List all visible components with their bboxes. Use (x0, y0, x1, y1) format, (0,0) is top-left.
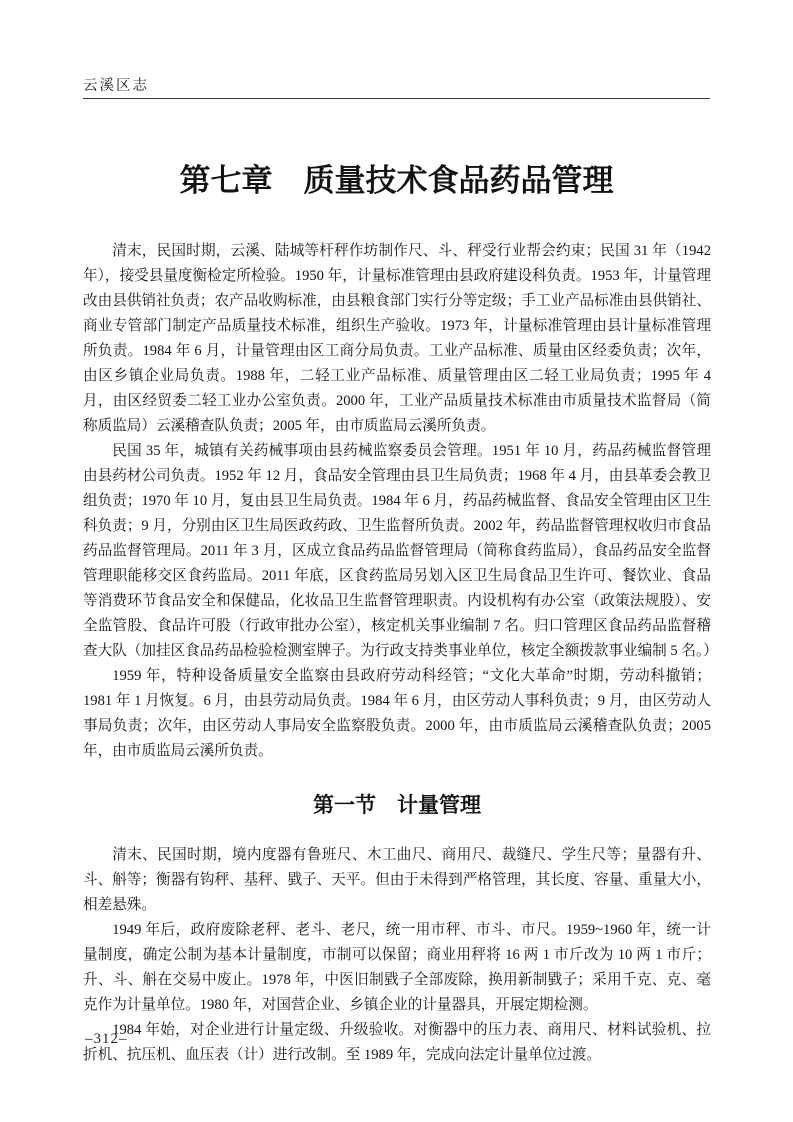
page-number: –312– (85, 1031, 128, 1047)
intro-paragraph-1: 清末，民国时期，云溪、陆城等杆秤作坊制作尺、斗、秤受行业帮会约束；民国 31 年（1942 年），接受县量度衡检定所检验。1950 年，计量标准管理由县政府建设科负责。1953 年，计量管理改由县供销社负责；农产品收购标准，由县粮食部门实行分等定级；手工业产品标准由县供销社、商业专管部门制定产品质量技术标准，组织生产验收。1973 年，计量标准管理由县计量标准管理所负责。1984 年 6 月，计量管理由区工商分局负责。工业产品标准、质量由区经委负责；次年，由区乡镇企业局负责。1988 年，二轻工业产品标准、质量管理由区二轻工业局负责；1995 年 4 月，由区经贸委二轻工业办公室负责。2000 年，工业产品质量技术标准由市质量技术监督局（简称质监局）云溪稽查队负责；2005 年，由市质监局云溪所负责。 (83, 243, 711, 434)
chapter-title: 第七章 质量技术食品药品管理 (179, 163, 614, 198)
section-paragraph-1: 清末、民国时期，境内度器有鲁班尺、木工曲尺、商用尺、裁缝尺、学生尺等；量器有升、斗、斛等；衡器有钩秤、基秤、戥子、天平。但由于未得到严格管理，其长度、容量、重量大小，相差悬殊。 (83, 847, 711, 914)
page-content (83, 239, 718, 1068)
section-paragraph-3: 1984 年始，对企业进行计量定级、升级验收。对衡器中的压力表、商用尺、材料试验机、拉折机、抗压机、血压表（计）进行改制。至 1989 年，完成向法定计量单位过渡。 (83, 1022, 711, 1064)
running-header: 云溪区志 (83, 78, 149, 94)
header-rule (83, 98, 710, 99)
intro-paragraph-2: 民国 35 年，城镇有关药械事项由县药械监察委员会管理。1951 年 10 月，药品药械监督管理由县药材公司负责。1952 年 12 月，食品安全管理由县卫生局负责；1968 年 4 月，由县革委会教卫组负责；1970 年 10 月，复由县卫生局负责。1984 年 6 月，药品药械监督、食品安全管理由区卫生科负责；9 月，分别由区卫生局医政药政、卫生监督所负责。2002 年，药品监督管理权收归市食品药品监督管理局。2011 年 3 月，区成立食品药品监督管理局（简称食药监局），食品药品安全监督管理职能移交区食药监局。2011 年底，区食药监局另划入区卫生局食品卫生许可、餐饮业、食品等消费环节食品安全和保健品，化妆品卫生监督管理职责。内设机构有办公室（政策法规股）、安全监管股、食品许可股（行政审批办公室），核定机关事业编制 7 名。归口管理区食品药品监督稽查大队（加挂区食品药品检验检测室牌子。为行政支持类事业单位，核定全额拨款事业编制 5 名。） (83, 443, 718, 659)
section-title: 第一节 计量管理 (313, 793, 481, 817)
intro-paragraph-3: 1959 年，特种设备质量安全监察由县政府劳动科经管；“文化大革命”时期，劳动科撤销；1981 年 1 月恢复。6 月，由县劳动局负责。1984 年 6 月，由区劳动人事科负责；9 月，由区劳动人事局负责；次年，由区劳动人事局安全监察股负责。2000 年，由市质监局云溪稽查队负责；2005 年，由市质监局云溪所负责。 (83, 668, 711, 759)
section-paragraph-2: 1949 年后，政府废除老秤、老斗、老尺，统一用市秤、市斗、市尺。1959~1960 年，统一计量制度，确定公制为基本计量制度，市制可以保留；商业用秤将 16 两 1 市斤改为 10 两 1 市斤；升、斗、斛在交易中废止。1978 年，中医旧制戥子全部废除，换用新制戥子；采用千克、克、毫克作为计量单位。1980 年，对国营企业、乡镇企业的计量器具，开展定期检测。 (83, 922, 711, 1014)
